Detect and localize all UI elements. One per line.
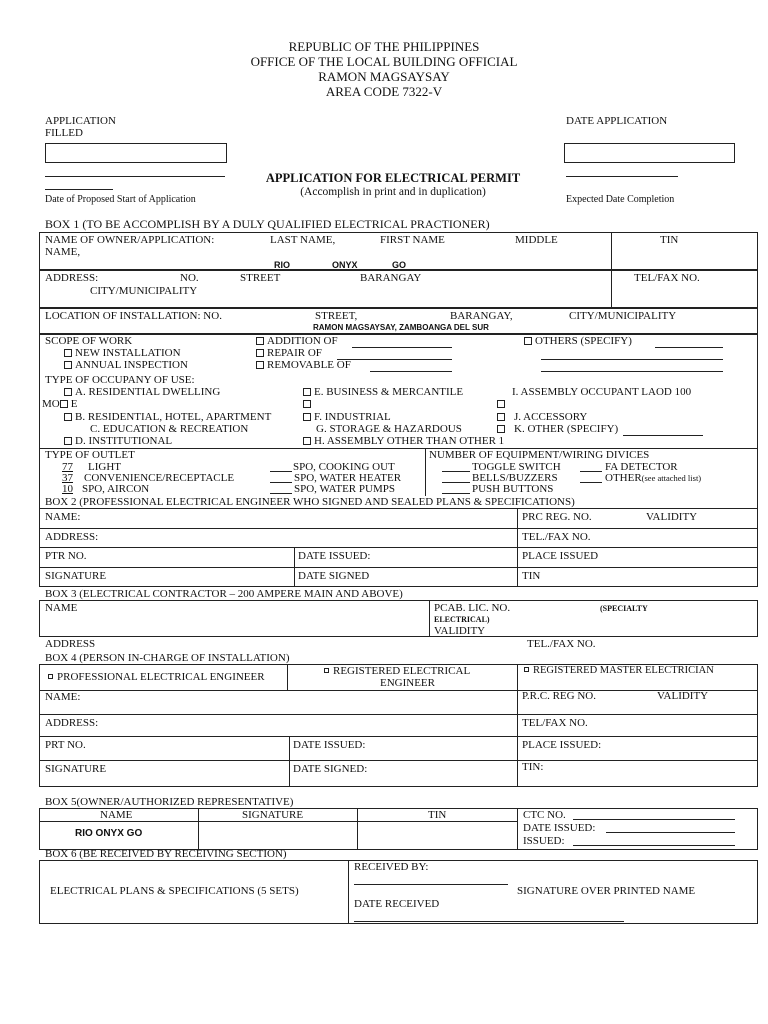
- occ-b-label: B. RESIDENTIAL, HOTEL, APARTMENT: [75, 411, 272, 423]
- form-title: APPLICATION FOR ELECTRICAL PERMIT: [265, 171, 521, 185]
- removable-checkbox[interactable]: [256, 361, 264, 369]
- location-city-label: CITY/MUNICIPALITY: [569, 310, 677, 322]
- owner-last-name-value[interactable]: RIO: [274, 260, 291, 270]
- removable-label: REMOVABLE OF: [267, 359, 351, 371]
- pee-checkbox[interactable]: [48, 674, 53, 679]
- occ-mode-prefix: MO: [42, 398, 60, 410]
- light-label: LIGHT: [88, 461, 121, 473]
- ree-label: REGISTERED ELECTRICAL: [333, 665, 471, 677]
- box5-heading: BOX 5(OWNER/AUTHORIZED REPRESENTATIVE): [45, 796, 294, 808]
- outlet-type-label: TYPE OF OUTLET: [45, 449, 135, 461]
- box2-ptr-label: PTR NO.: [45, 550, 87, 562]
- convenience-qty-value[interactable]: 37: [62, 472, 73, 484]
- middle-name-label: MIDDLE: [515, 234, 558, 246]
- box2-signature-label: SIGNATURE: [45, 570, 107, 582]
- box3-pcab-label: PCAB. LIC. NO.: [434, 602, 511, 614]
- box4-tin-label: TIN:: [522, 761, 544, 773]
- occupancy-label: TYPE OF OCCUPANY OF USE:: [45, 374, 195, 386]
- occ-d-checkbox[interactable]: [64, 437, 72, 445]
- box6-plans-label: ELECTRICAL PLANS & SPECIFICATIONS (5 SETS): [50, 885, 299, 897]
- occ-i-checkbox[interactable]: [497, 400, 505, 408]
- occ-d-label: D. INSTITUTIONAL: [75, 435, 173, 447]
- pee-label: PROFESSIONAL ELECTRICAL ENGINEER: [57, 671, 265, 683]
- spo-water-heater-label: SPO, WATER HEATER: [294, 472, 402, 484]
- location-value[interactable]: RAMON MAGSAYSAY, ZAMBOANGA DEL SUR: [313, 323, 489, 332]
- box5-signature-col: SIGNATURE: [242, 809, 304, 821]
- occ-h-checkbox[interactable]: [303, 437, 311, 445]
- rme-checkbox[interactable]: [524, 667, 529, 672]
- new-installation-label: NEW INSTALLATION: [75, 347, 181, 359]
- application-filled-label-2: FILLED: [45, 127, 83, 139]
- box5-name-value[interactable]: RIO ONYX GO: [75, 828, 143, 839]
- owner-tin-label: TIN: [660, 234, 679, 246]
- box4-heading: BOX 4 (PERSON IN-CHARGE OF INSTALLATION): [45, 652, 290, 664]
- box2-name-label: NAME:: [45, 511, 81, 523]
- first-name-label: FIRST NAME: [380, 234, 445, 246]
- header-line-1: REPUBLIC OF THE PHILIPPINES: [288, 39, 480, 54]
- box6-received-by-label: RECEIVED BY:: [354, 861, 429, 873]
- other-equipment-label: OTHER: [605, 472, 642, 484]
- box4-place-issued-label: PLACE ISSUED:: [522, 739, 602, 751]
- new-installation-checkbox[interactable]: [64, 349, 72, 357]
- scope-of-work-label: SCOPE OF WORK: [45, 335, 133, 347]
- last-name-label: LAST NAME,: [270, 234, 336, 246]
- box3-electrical-label: ELECTRICAL): [434, 615, 490, 624]
- header-line-3: RAMON MAGSAYSAY: [318, 69, 450, 84]
- box2-date-issued-label: DATE ISSUED:: [298, 550, 371, 562]
- box5-name-col: NAME: [100, 809, 133, 821]
- occ-e-label: E. BUSINESS & MERCANTILE: [314, 386, 464, 398]
- header-line-2: OFFICE OF THE LOCAL BUILDING OFFICIAL: [250, 54, 518, 69]
- convenience-label: CONVENIENCE/RECEPTACLE: [84, 472, 235, 484]
- box6-signature-printed-label: SIGNATURE OVER PRINTED NAME: [517, 885, 696, 897]
- occ-f-checkbox[interactable]: [303, 413, 311, 421]
- location-barangay-label: BARANGAY,: [450, 310, 513, 322]
- header-line-4: AREA CODE 7322-V: [325, 84, 443, 99]
- box3-name-label: NAME: [45, 602, 78, 614]
- location-label: LOCATION OF INSTALLATION: NO.: [45, 310, 222, 322]
- bells-buzzers-label: BELLS/BUZZERS: [472, 472, 558, 484]
- box5-tin-col: TIN: [428, 809, 447, 821]
- rme-label: REGISTERED MASTER ELECTRICIAN: [533, 665, 714, 676]
- address-street-label: STREET: [240, 272, 281, 284]
- occ-j-label: J. ACCESSORY: [514, 411, 588, 423]
- occ-mode-checkbox[interactable]: [60, 400, 68, 408]
- annual-inspection-checkbox[interactable]: [64, 361, 72, 369]
- owner-name-label: NAME OF OWNER/APPLICATION:: [45, 234, 215, 246]
- toggle-switch-label: TOGGLE SWITCH: [472, 461, 561, 473]
- push-buttons-label: PUSH BUTTONS: [472, 483, 554, 495]
- spo-water-pumps-label: SPO, WATER PUMPS: [294, 483, 395, 495]
- box5-issued-label: ISSUED:: [523, 835, 565, 847]
- occ-j-checkbox[interactable]: [497, 413, 505, 421]
- occ-g-label: G. STORAGE & HAZARDOUS: [316, 423, 462, 435]
- occ-c-label: C. EDUCATION & RECREATION: [90, 423, 249, 435]
- proposed-start-label: Date of Proposed Start of Application: [45, 194, 196, 205]
- spo-aircon-label: SPO, AIRCON: [82, 483, 150, 495]
- box4-date-signed-label: DATE SIGNED:: [293, 763, 368, 775]
- address-barangay-label: BARANGAY: [360, 272, 422, 284]
- address-city-label: CITY/MUNICIPALITY: [90, 285, 198, 297]
- box3-specialty-label: (SPECIALTY: [600, 604, 648, 613]
- box6-heading: BOX 6 (BE RECEIVED BY RECEIVING SECTION): [45, 848, 287, 860]
- box2-heading: BOX 2 (PROFESSIONAL ELECTRICAL ENGINEER WHO SIGNED AND SEALED PLANS & SPECIFICATIONS): [45, 496, 575, 508]
- form-subtitle: (Accomplish in print and in duplication): [300, 186, 486, 198]
- owner-first-name-value[interactable]: ONYX: [332, 260, 358, 270]
- occ-k-checkbox[interactable]: [497, 425, 505, 433]
- repair-checkbox[interactable]: [256, 349, 264, 357]
- address-no-label: NO.: [180, 272, 199, 284]
- box2-tel-label: TEL./FAX NO.: [522, 531, 591, 543]
- spo-cooking-label: SPO, COOKING OUT: [293, 461, 395, 473]
- box3-validity-label: VALIDITY: [434, 625, 486, 637]
- box5-table: [39, 808, 758, 850]
- addition-label: ADDITION OF: [267, 335, 338, 347]
- light-qty-value[interactable]: 77: [62, 461, 73, 473]
- occ-a-label: A. RESIDENTIAL DWELLING: [75, 386, 221, 398]
- ree-checkbox[interactable]: [324, 668, 329, 673]
- others-checkbox[interactable]: [524, 337, 532, 345]
- occ-blank-checkbox[interactable]: [303, 400, 311, 408]
- box2-address-label: ADDRESS:: [45, 531, 99, 543]
- repair-label: REPAIR OF: [267, 347, 322, 359]
- annual-inspection-label: ANNUAL INSPECTION: [75, 359, 188, 371]
- application-filled-label: APPLICATION: [45, 115, 116, 127]
- box4-signature-label: SIGNATURE: [45, 763, 107, 775]
- box2-date-signed-label: DATE SIGNED: [298, 570, 370, 582]
- box4-name-label: NAME:: [45, 691, 81, 703]
- application-filled-input[interactable]: [45, 143, 227, 163]
- occ-i-label: I. ASSEMBLY OCCUPANT LAOD 100: [512, 386, 692, 398]
- box5-date-issued-label: DATE ISSUED:: [523, 822, 596, 834]
- box4-prc-label: P.R.C. REG NO.: [522, 690, 596, 702]
- box3-heading: BOX 3 (ELECTRICAL CONTRACTOR – 200 AMPERE MAIN AND ABOVE): [45, 588, 403, 600]
- box2-tin-label: TIN: [522, 570, 541, 582]
- box4-tel-label: TEL/FAX NO.: [522, 717, 588, 729]
- box2-validity-label: VALIDITY: [646, 511, 698, 523]
- occ-a-checkbox[interactable]: [64, 388, 72, 396]
- occ-e-checkbox[interactable]: [303, 388, 311, 396]
- equipment-label: NUMBER OF EQUIPMENT/WIRING DIVICES: [429, 449, 650, 461]
- box3-table: [39, 600, 758, 637]
- box4-date-issued-label: DATE ISSUED:: [293, 739, 366, 751]
- box6-date-received-label: DATE RECEIVED: [354, 898, 440, 910]
- others-specify-label: OTHERS (SPECIFY): [535, 335, 632, 347]
- owner-tel-label: TEL/FAX NO.: [634, 272, 700, 284]
- occ-h-label: H. ASSEMBLY OTHER THAN OTHER 1: [314, 435, 505, 447]
- name-label: NAME,: [45, 246, 81, 258]
- address-label: ADDRESS:: [45, 272, 99, 284]
- location-street-label: STREET,: [315, 310, 358, 322]
- box4-prt-label: PRT NO.: [45, 739, 86, 751]
- expected-completion-label: Expected Date Completion: [566, 194, 675, 205]
- date-application-label: DATE APPLICATION: [566, 115, 668, 127]
- box4-address-label: ADDRESS:: [45, 717, 99, 729]
- owner-middle-name-value[interactable]: GO: [392, 260, 407, 270]
- occ-b-checkbox[interactable]: [64, 413, 72, 421]
- addition-checkbox[interactable]: [256, 337, 264, 345]
- occ-mode-suffix: E: [70, 398, 78, 410]
- box3-address-label: ADDRESS: [45, 638, 96, 650]
- box2-place-issued-label: PLACE ISSUED: [522, 550, 599, 562]
- box5-ctc-label: CTC NO.: [523, 809, 566, 821]
- date-application-input[interactable]: [564, 143, 735, 163]
- see-attached-note: (see attached list): [641, 473, 702, 483]
- occ-f-label: F. INDUSTRIAL: [314, 411, 391, 423]
- spo-aircon-qty-value[interactable]: 10: [62, 483, 73, 495]
- box3-tel-label: TEL./FAX NO.: [527, 638, 596, 650]
- box1-heading: BOX 1 (TO BE ACCOMPLISH BY A DULY QUALIFIED ELECTRICAL PRACTIONER): [45, 217, 490, 231]
- ree-label-2: ENGINEER: [380, 677, 435, 689]
- occ-k-label: K. OTHER (SPECIFY): [514, 423, 619, 435]
- box2-prc-label: PRC REG. NO.: [522, 511, 592, 523]
- fa-detector-label: FA DETECTOR: [605, 461, 678, 473]
- box4-validity-label: VALIDITY: [657, 690, 709, 702]
